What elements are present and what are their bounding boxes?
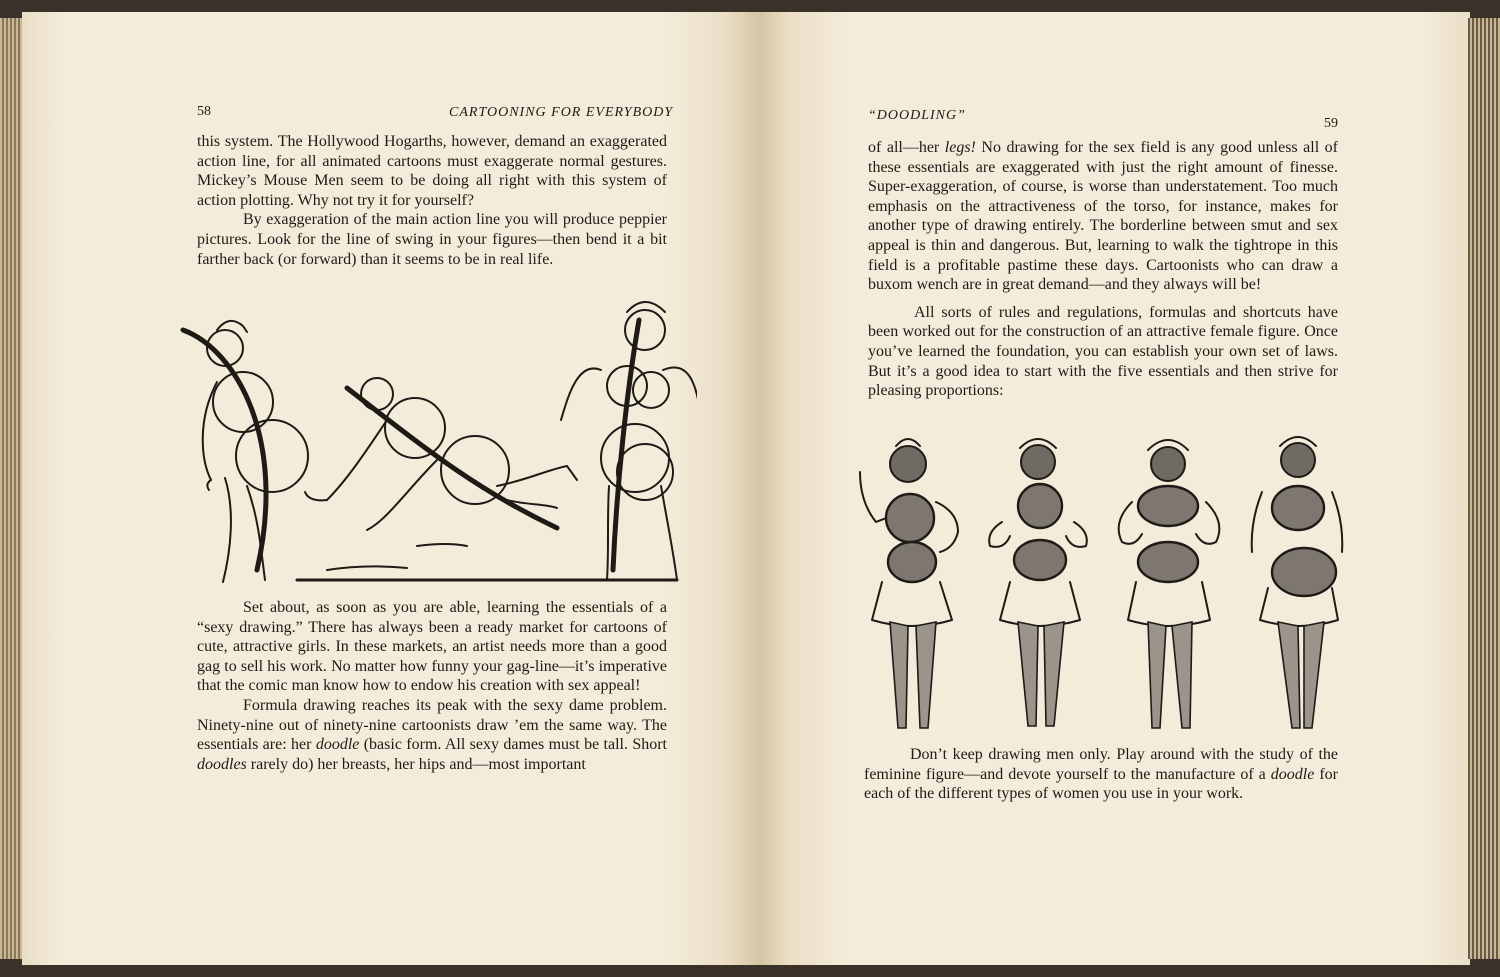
leaning-man-drawing — [183, 321, 308, 582]
female-doodle-3 — [1119, 440, 1220, 728]
female-doodle-2 — [989, 439, 1087, 726]
female-figure-doodles — [852, 432, 1352, 742]
paragraph: All sorts of rules and regulations, formulas and shortcuts have been worked out for the construction of an attractive female figure. Once you’ve learned the foundation, you can establish your own set of laws. But it’s a good idea to start with the five essentials and then strive for pleasing proportions: — [868, 303, 1338, 400]
standing-woman-drawing — [561, 302, 697, 580]
body-text-top — [197, 132, 667, 269]
page-number: 59 — [1324, 116, 1338, 131]
page-edges-right — [1468, 18, 1500, 959]
paragraph: of all—her legs! No drawing for the sex field is any good unless all of these essentials are exaggerated with just the right amount of finesse. Super-exaggeration, of course, is worse than understatement. Too much emphasis on the attractiveness of the torso, for instance, makes for another type of drawing entirely. The borderline between smut and sex appeal is thin and dangerous. But, learning to walk the tightrope in this field is a profitable pastime these days. Cartoonists who can draw a buxom wench are in great demand—and they always will be! — [868, 139, 1338, 294]
female-doodle-4 — [1252, 437, 1343, 728]
running-head: CARTOONING FOR EVERYBODY — [449, 105, 674, 120]
left-page — [22, 12, 760, 965]
paragraph: Don’t keep drawing men only. Play around with the study of the feminine figure—and devote yourself to the manufacture of a doodle for each of the different types of women you use in your work. — [864, 746, 1339, 803]
paragraph: Formula drawing reaches its peak with the sexy dame problem. Ninety-nine out of ninety-nine cartoonists draw ’em the same way. The essentials are: her doodle (basic form. All sexy dames must be tall. Short doodles rarely do) her breasts, her hips and—most important — [197, 696, 667, 773]
action-line-illustration — [177, 290, 697, 590]
right-page — [760, 12, 1470, 965]
page-number: 58 — [197, 104, 211, 119]
lunging-man-drawing — [305, 378, 577, 570]
female-doodle-1 — [860, 439, 958, 728]
body-text-bottom — [864, 745, 1338, 804]
body-text-bottom — [197, 598, 667, 774]
running-head: “DOODLING” — [868, 108, 966, 123]
paragraph: this system. The Hollywood Hogarths, however, demand an exaggerated action line, for all animated cartoons must exaggerate normal gestures. Mickey’s Mouse Men seem to be doing all right with this system of action plotting. Why not try it for yourself? — [197, 133, 667, 209]
page-edges-left — [0, 18, 22, 959]
body-text-top — [868, 138, 1338, 401]
paragraph: By exaggeration of the main action line you will produce peppier pictures. Look for the line of swing in your figures—then bend it a bit farther back (or forward) than it seems to be in real life. — [197, 211, 667, 268]
paragraph: Set about, as soon as you are able, learning the essentials of a “sexy drawing.” There has always been a ready market for cartoons of cute, attractive girls. In these markets, an artist needs more than a good gag to sell his work. No matter how funny your gag-line—it’s imperative that the comic man know how to endow his creation with sex appeal! — [197, 599, 667, 695]
